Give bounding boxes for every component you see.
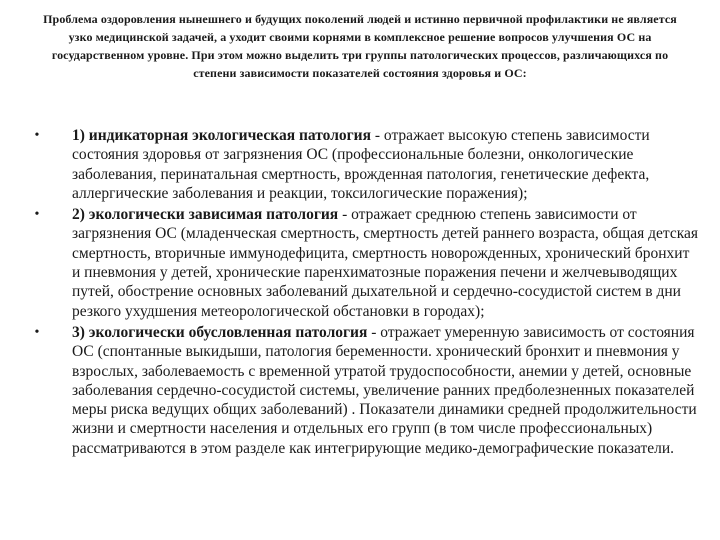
bullet-term: 2) экологически зависимая патология [72, 206, 339, 224]
bullet-term: 3) экологически обусловленная патология [72, 323, 368, 341]
bullet-text: - отражает умеренную зависимость от состояния ОС (спонтанные выкидыши, патология беременности. хронический бронхит и пневмония у взрослых, заболеваемость с временной утратой трудоспособности, анемии у детей, основные заболевания сердечно-сосудистой системы, увеличение ранних предболезненных показателей меры риска ведущих общих заболеваний) . Показатели динамики средней продолжительности жизни и смертности населения и отдельных его групп (в том числе профессиональных) рассматриваются в этом разделе как интегрирующие медико-демографические показатели. [72, 323, 697, 457]
bullet-icon: • [34, 207, 40, 223]
bullet-icon: • [34, 128, 40, 143]
bullet-icon: • [34, 324, 40, 340]
list-item [30, 126, 700, 203]
list-item [30, 205, 700, 321]
slide-header: Проблема оздоровления нынешнего и будущих поколений людей и истинно первичной профилактики не является узко медицинской задачей, а уходит своими корнями в комплексное решение вопросов улучшения ОС на государственном уровне. При этом можно выделить три группы патологических процессов, различающихся по степени зависимости показателей состояния здоровья и ОС: [43, 12, 677, 80]
bullet-term: 1) индикаторная экологическая патология [72, 127, 372, 144]
bullet-text: - отражает среднюю степень зависимости от загрязнения ОС (младенческая смертность, смертность детей раннего возраста, общая детская смертность, вторичные иммунодефицита, смертность новорожденных, хронический бронхит и пневмония у детей, хронические паренхиматозные поражения печени и желчевыводящих путей, обострение основных заболеваний дыхательной и сердечно-сосудистой систем в дни резкого ухудшения метеорологической обстановки в городах); [72, 206, 699, 320]
list-item [30, 323, 700, 458]
bullet-list [30, 126, 700, 458]
bullet-text: - отражает высокую степень зависимости состояния здоровья от загрязнения ОС (профессиональные болезни, онкологические заболевания, перинатальная смертность, врожденная патология, генетические дефекта, аллергические заболевания и реакции, токсилогические поражения); [72, 127, 650, 202]
